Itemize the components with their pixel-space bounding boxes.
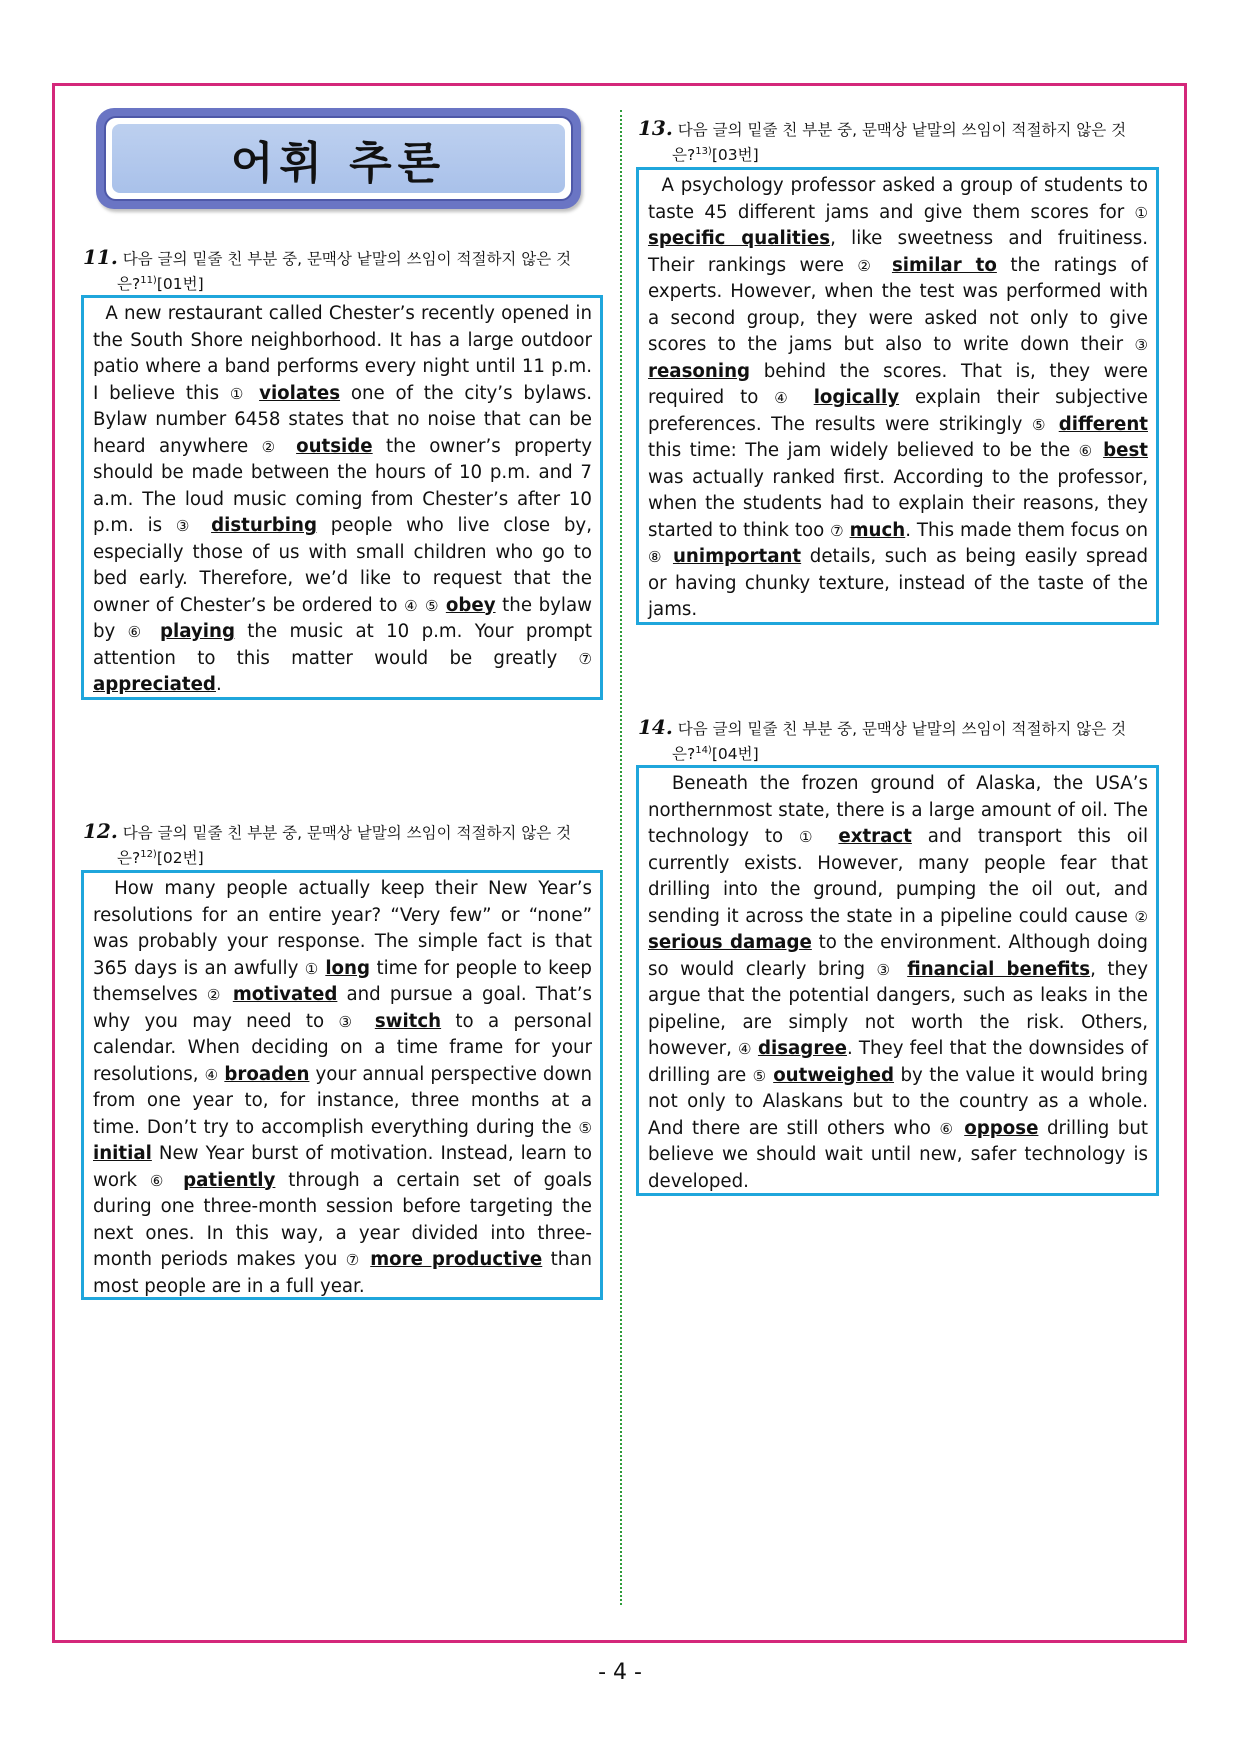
question-12-stem: 12. 다음 글의 밑줄 친 부분 중, 문맥상 낱말의 쓰임이 적절하지 않은 것 은?$^{12)}$[02번] [83,819,572,868]
underlined-word: more productive [370,1249,543,1270]
choice-marker: ③ [338,1012,361,1031]
choice-marker: ① [1134,203,1148,222]
section-title: 어휘 추론 [112,124,565,193]
choice-marker: ① [229,384,249,403]
choice-marker: ⑥ [127,623,148,641]
underlined-word: violates [259,382,341,404]
underlined-word: playing [159,621,235,642]
choice-marker: ② [261,437,283,456]
underlined-word: extract [838,826,912,847]
choice-marker: ⑦ [830,521,844,540]
underlined-word: initial [93,1143,152,1164]
choice-marker: ⑥ [1078,442,1095,460]
choice-marker: ③ [876,960,896,979]
choice-marker: ④ [738,1040,752,1058]
choice-marker: ② [206,986,224,1004]
underlined-word: appreciated [93,674,216,695]
choice-marker: ⑥ [939,1119,956,1138]
choice-marker: ④ [774,389,798,407]
choice-marker: ⑤ [578,1118,592,1137]
underlined-word: motivated [232,984,338,1005]
underlined-word: broaden [224,1063,310,1085]
page-number: - 4 - [598,1660,642,1685]
choice-marker: ⑤ [752,1066,767,1085]
choice-marker: ② [857,256,879,275]
choice-marker: ⑤ [1031,415,1050,434]
question-14-stem: 14. 다음 글의 밑줄 친 부분 중, 문맥상 낱말의 쓰임이 적절하지 않은 것 은?$^{14)}$[04번] [638,715,1127,764]
underlined-word: different [1058,413,1148,435]
underlined-word: oppose [964,1117,1039,1139]
underlined-word: serious damage [648,932,812,953]
choice-marker: ④ [204,1065,219,1084]
choice-marker: ③ [175,517,198,535]
choice-marker: ⑥ [149,1171,171,1190]
choice-marker: ② [1134,907,1148,926]
underlined-word: unimportant [672,546,802,567]
column-divider [620,110,622,1605]
question-11-stem: 11. 다음 글의 밑줄 친 부분 중, 문맥상 낱말의 쓰임이 적절하지 않은 것 은?$^{11)}$[01번] [83,245,572,294]
choice-marker: ⑦ [345,1251,362,1269]
choice-marker: ④ [404,596,419,615]
question-13-passage: A psychology professor asked a group of students to taste 45 different jams and give them scores for ① specific qualities, like sweetness and fruitiness. Their rankings were ② similar to the ratings of experts. However, when the test was performed with a second group, they were asked not only to give scores to the jams but also to write down their ③ reasoning behind the scores. That is, they were required to ④ logically explain their subjective preferences. The results were strikingly ⑤ different this time: The jam widely believed to be the ⑥ best was actually ranked first. According to the professor, when the students had to explain their reasons, they started to think too ⑦ much. This made them focus on ⑧ unimportant details, such as being easily spread or having chunky texture, instead of the taste of the jams. [636,167,1159,625]
underlined-word: similar to [891,254,997,276]
underlined-word: switch [374,1010,442,1032]
underlined-word: financial benefits [907,958,1091,980]
underlined-word: obey [445,594,496,616]
choice-marker: ③ [1134,336,1148,354]
choice-marker: ① [798,828,823,846]
choice-marker: ⑧ [648,548,665,566]
choice-marker: ① [304,959,319,978]
underlined-word: long [325,957,371,979]
underlined-word: disagree [757,1038,847,1059]
choice-marker: ⑤ [424,596,440,615]
question-12-passage: How many people actually keep their New Year’s resolutions for an entire year? “Very few” or “none” was probably your response. The simple fact is that 365 days is an awfully ① long time for people to keep themselves ② motivated and pursue a goal. That’s why you may need to ③ switch to a personal calendar. When deciding on a time frame for your resolutions, ④ broaden your annual perspective down from one year to, for instance, three months at a time. Don’t try to accomplish everything during the ⑤ initial New Year burst of motivation. Instead, learn to work ⑥ patiently through a certain set of goals during one three-month session before targeting the next ones. In this way, a year divided into three-month periods makes you ⑦ more productive than most people are in a full year. [81,870,603,1300]
question-14-passage: Beneath the frozen ground of Alaska, the USA’s northernmost state, there is a large amount of oil. The technology to ① extract and transport this oil currently exists. However, many people fear that drilling into the ground, pumping the oil out, and sending it across the state in a pipeline could cause ② serious damage to the environment. Although doing so would clearly bring ③ financial benefits, they argue that the potential dangers, such as leaks in the pipeline, are simply not worth the risk. Others, however, ④ disagree. They feel that the downsides of drilling are ⑤ outweighed by the value it would bring not only to Alaskans but to the country as a whole. And there are still others who ⑥ oppose drilling but believe we should wait until new, safer technology is developed. [636,765,1159,1196]
underlined-word: much [849,519,906,541]
underlined-word: outside [296,435,373,457]
underlined-word: specific qualities [648,228,831,249]
section-title-banner [96,108,581,209]
underlined-word: logically [813,387,900,408]
underlined-word: reasoning [648,360,751,382]
underlined-word: best [1103,440,1148,461]
choice-marker: ⑦ [578,649,592,668]
question-11-passage: A new restaurant called Chester’s recently opened in the South Shore neighborhood. It has a large outdoor patio where a band performs every night until 11 p.m. I believe this ① violates one of the city’s bylaws. Bylaw number 6458 states that no noise that can be heard anywhere ② outside the owner’s property should be made between the hours of 10 p.m. and 7 a.m. The loud music coming from Chester’s after 10 p.m. is ③ disturbing people who live close by, especially those of us with small children who go to bed early. Therefore, we’d like to request that the owner of Chester’s be ordered to ④ ⑤ obey the bylaw by ⑥ playing the music at 10 p.m. Your prompt attention to this matter would be greatly ⑦ appreciated. [81,295,603,700]
question-13-stem: 13. 다음 글의 밑줄 친 부분 중, 문맥상 낱말의 쓰임이 적절하지 않은 것 은?$^{13)}$[03번] [638,116,1127,165]
underlined-word: patiently [183,1169,276,1191]
underlined-word: outweighed [773,1064,895,1086]
underlined-word: disturbing [211,515,317,536]
